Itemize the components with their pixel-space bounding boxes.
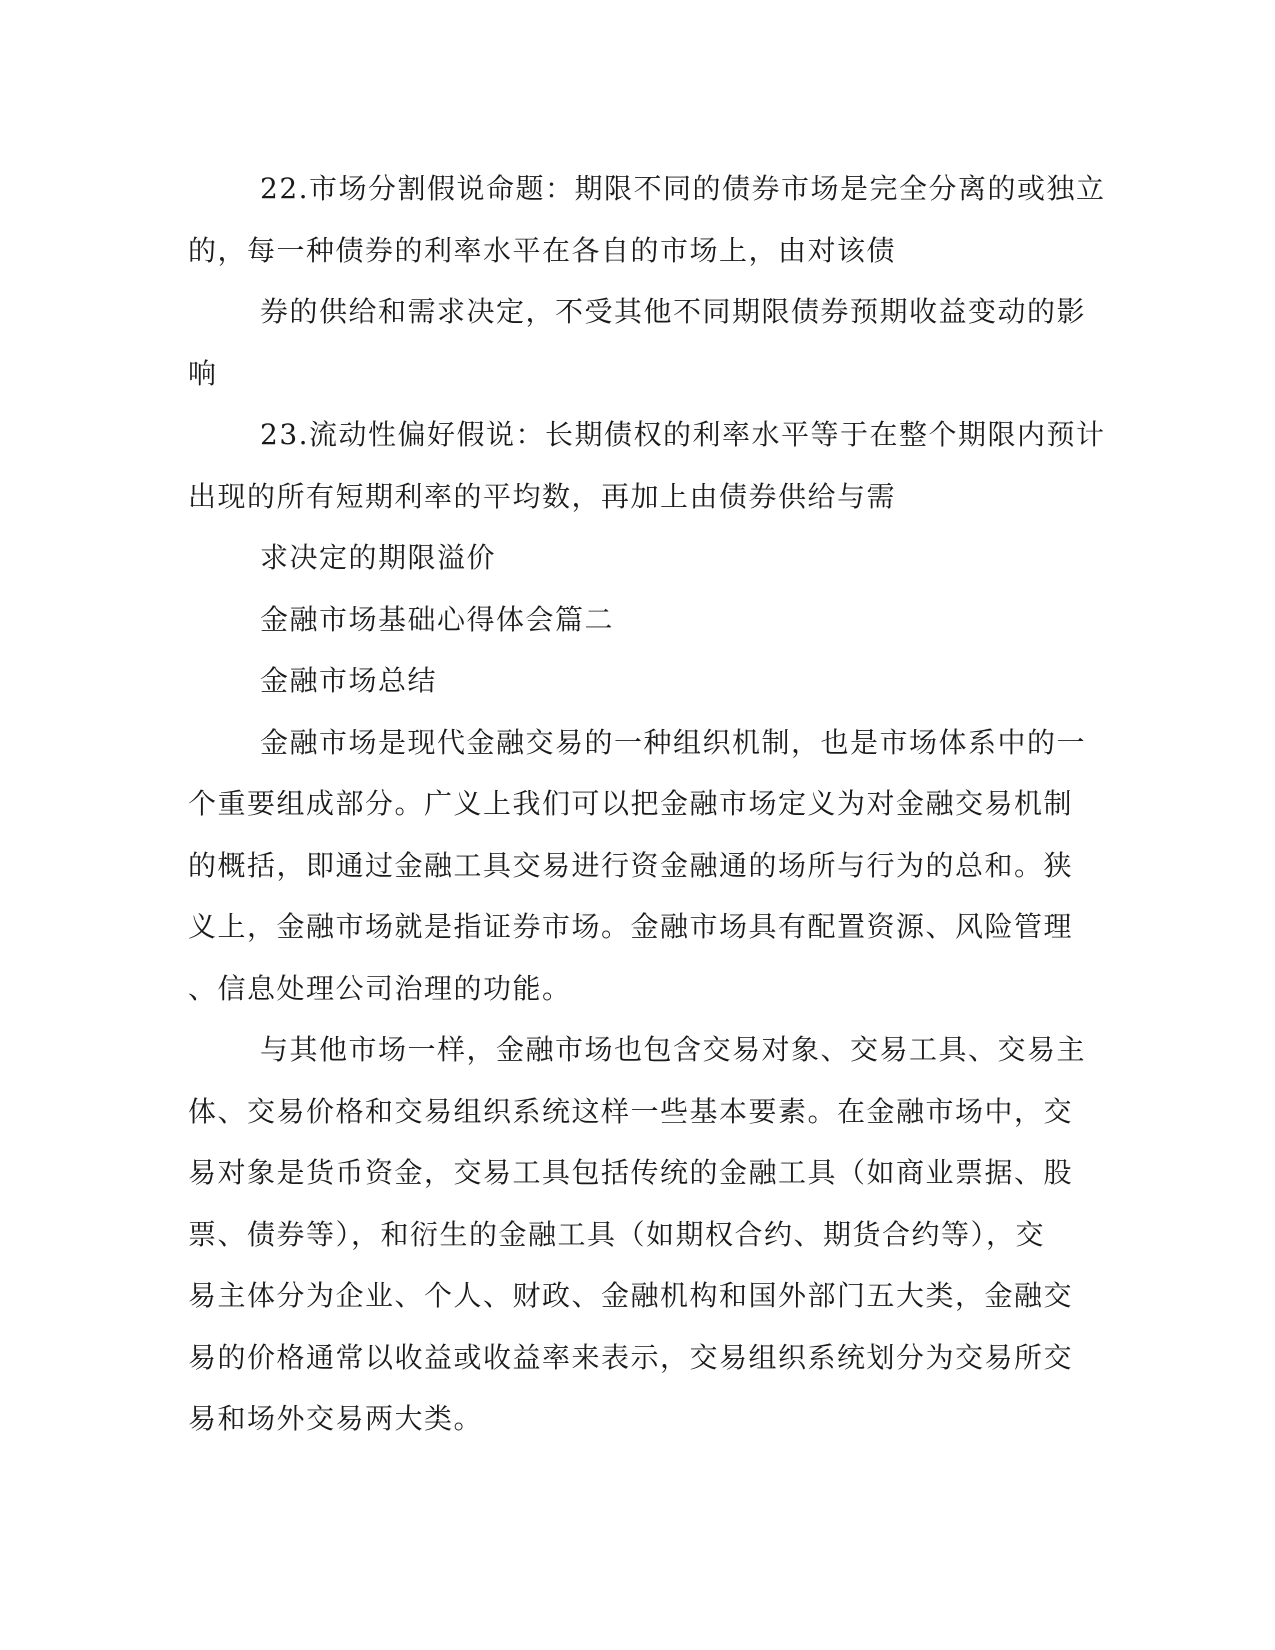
text-line: 义上，金融市场就是指证券市场。金融市场具有配置资源、风险管理 [188, 910, 1074, 943]
text-line: 金融市场是现代金融交易的一种组织机制，也是市场体系中的一 [260, 725, 1087, 759]
text-line: 个重要组成部分。广义上我们可以把金融市场定义为对金融交易机制 [188, 787, 1074, 820]
text-line: 与其他市场一样，金融市场也包含交易对象、交易工具、交易主 [260, 1033, 1087, 1066]
text-line: 求决定的期限溢价 [260, 541, 497, 574]
text-line: 、信息处理公司治理的功能。 [188, 971, 572, 1005]
document-body [188, 158, 1106, 1450]
text-line: 体、交易价格和交易组织系统这样一些基本要素。在金融市场中，交 [188, 1094, 1074, 1128]
text-line: 易的价格通常以收益或收益率来表示，交易组织系统划分为交易所交 [188, 1340, 1074, 1374]
section-subheading: 金融市场总结 [260, 664, 438, 697]
text-line: 券的供给和需求决定，不受其他不同期限债券预期收益变动的影 [260, 295, 1087, 328]
text-line: 易对象是货币资金，交易工具包括传统的金融工具（如商业票据、股 [188, 1156, 1074, 1189]
text-line: 22.市场分割假说命题：期限不同的债券市场是完全分离的或独立 [260, 172, 1106, 205]
text-line: 响 [188, 356, 218, 390]
text-line: 出现的所有短期利率的平均数，再加上由债券供给与需 [188, 479, 897, 513]
text-line: 的概括，即通过金融工具交易进行资金融通的场所与行为的总和。狭 [188, 848, 1074, 882]
text-line: 票、债券等），和衍生的金融工具（如期权合约、期货合约等），交 [188, 1217, 1046, 1251]
text-line: 的，每一种债券的利率水平在各自的市场上，由对该债 [188, 233, 897, 267]
text-line: 易主体分为企业、个人、财政、金融机构和国外部门五大类，金融交 [188, 1279, 1074, 1312]
text-line: 23.流动性偏好假说：长期债权的利率水平等于在整个期限内预计 [260, 418, 1106, 451]
text-line: 易和场外交易两大类。 [188, 1402, 484, 1435]
section-heading: 金融市场基础心得体会篇二 [260, 602, 615, 636]
